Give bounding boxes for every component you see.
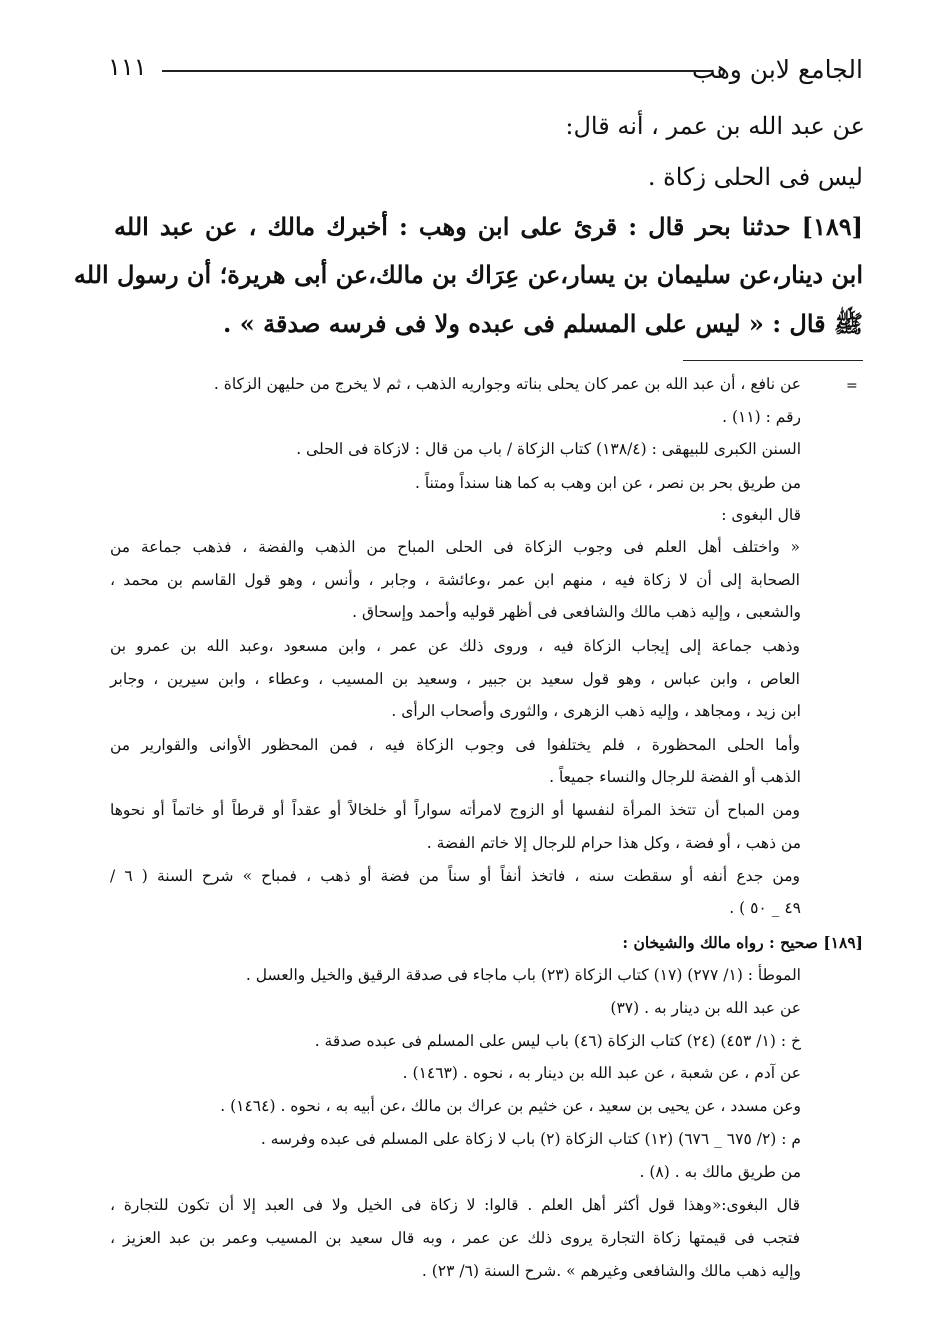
footnote-line: وأما الحلى المحظورة ، فلم يختلفوا فى وجوب الزكاة فيه ، فمن المحظور الأوانى والقوارير من — [110, 736, 800, 754]
footnote-line: رقم : (١١) . — [722, 408, 801, 426]
main-text-line: ليس فى الحلى زكاة . — [647, 163, 863, 191]
footnote-line: قال البغوى : — [721, 506, 801, 524]
continuation-mark: = — [846, 378, 858, 394]
footnote-separator — [683, 360, 863, 361]
footnote-line: عن عبد الله بن دينار به . (٣٧) — [610, 999, 801, 1017]
footnote-line: ٤٩ _ ٥٠ ) . — [729, 899, 801, 917]
footnote-line: من طريق بحر بن نصر ، عن ابن وهب به كما هنا سنداً ومتناً . — [414, 474, 801, 492]
footnote-line: ومن جدع أنفه أو سقطت سنه ، فاتخذ أنفاً أو سناً من فضة أو ذهب ، فمباح » شرح السنة ( ٦ / — [110, 867, 800, 885]
footnote-line: عن نافع ، أن عبد الله بن عمر كان يحلى بناته وجواريه الذهب ، ثم لا يخرج من حليهن الزكاة . — [213, 375, 801, 393]
running-header-title: الجامع لابن وهب — [692, 55, 863, 84]
footnote-line: السنن الكبرى للبيهقى : (١٣٨/٤) كتاب الزكاة / باب من قال : لازكاة فى الحلى . — [296, 440, 801, 458]
footnote-line: عن آدم ، عن شعبة ، عن عبد الله بن دينار به ، نحوه . (١٤٦٣) . — [402, 1064, 801, 1082]
footnote-189-heading: [١٨٩] صحيح : رواه مالك والشيخان : — [622, 933, 863, 952]
main-text-line: عن عبد الله بن عمر ، أنه قال: — [565, 112, 865, 140]
hadith-189-line: [١٨٩] حدثنا بحر قال : قرئ على ابن وهب : أخبرك مالك ، عن عبد الله — [114, 212, 863, 241]
footnote-line: وإليه ذهب مالك والشافعى وغيرهم » .شرح السنة (٦/ ٢٣) . — [421, 1262, 801, 1280]
footnote-line: وذهب جماعة إلى إيجاب الزكاة فيه ، وروى ذلك عن عمر ، وابن مسعود ،وعبد الله بن عمرو بن — [110, 637, 800, 655]
footnote-line: الذهب أو الفضة للرجال والنساء جميعاً . — [549, 768, 801, 786]
footnote-line: من طريق مالك به . (٨) . — [639, 1163, 801, 1181]
footnote-line: فتجب فى قيمتها زكاة التجارة يروى ذلك عن عمر ، وبه قال سعيد بن المسيب وعمر بن عبد العزيز ، — [110, 1229, 800, 1247]
footnote-line: خ : (١/ ٤٥٣) (٢٤) كتاب الزكاة (٤٦) باب ليس على المسلم فى عبده صدقة . — [314, 1032, 801, 1050]
footnote-line: من ذهب ، أو فضة ، وكل هذا حرام للرجال إلا خاتم الفضة . — [426, 834, 801, 852]
header-rule — [162, 70, 712, 72]
hadith-189-line: ابن دينار،عن سليمان بن يسار،عن عِرَاك بن مالك،عن أبى هريرة؛ أن رسول الله — [73, 260, 863, 289]
footnote-line: قال البغوى:«وهذا قول أكثر أهل العلم . قالوا: لا زكاة فى الخيل ولا فى العبد إلا أن تكون للتجارة ، — [110, 1196, 800, 1214]
footnote-line: العاص ، وابن عباس ، وهو قول سعيد بن جبير ، وسعيد بن المسيب ، وعطاء ، وابن سيرين ، وجابر — [110, 670, 800, 688]
page-number: ١١١ — [108, 53, 147, 81]
footnote-line: الصحابة إلى أن لا زكاة فيه ، منهم ابن عمر ،وعائشة ، وجابر ، وأنس ، وهو قول القاسم بن محمد ، — [110, 571, 800, 589]
footnote-line: م : (٢/ ٦٧٥ _ ٦٧٦) (١٢) كتاب الزكاة (٢) باب لا زكاة على المسلم فى عبده وفرسه . — [260, 1130, 801, 1148]
footnote-line: والشعبى ، وإليه ذهب مالك والشافعى فى أظهر قوليه وأحمد وإسحاق . — [352, 603, 801, 621]
footnote-line: ومن المباح أن تتخذ المرأة لنفسها أو الزوج لامرأته سواراً أو خلخالاً أو عقداً أو قرطاً أو خاتماً أو نحوها — [110, 801, 800, 819]
footnote-line: « واختلف أهل العلم فى وجوب الزكاة فى الحلى المباح من الذهب والفضة ، فذهب جماعة من — [110, 538, 800, 556]
footnote-line: ابن زيد ، ومجاهد ، وإليه ذهب الزهرى ، والثورى وأصحاب الرأى . — [391, 702, 801, 720]
hadith-189-line: ﷺ قال : « ليس على المسلم فى عبده ولا فى فرسه صدقة » . — [223, 309, 863, 338]
footnote-line: وعن مسدد ، عن يحيى بن سعيد ، عن خثيم بن عراك بن مالك ،عن أبيه به ، نحوه . (١٤٦٤) . — [220, 1097, 801, 1115]
footnote-line: الموطأ : (١/ ٢٧٧) (١٧) كتاب الزكاة (٢٣) باب ماجاء فى صدقة الرقيق والخيل والعسل . — [245, 966, 801, 984]
